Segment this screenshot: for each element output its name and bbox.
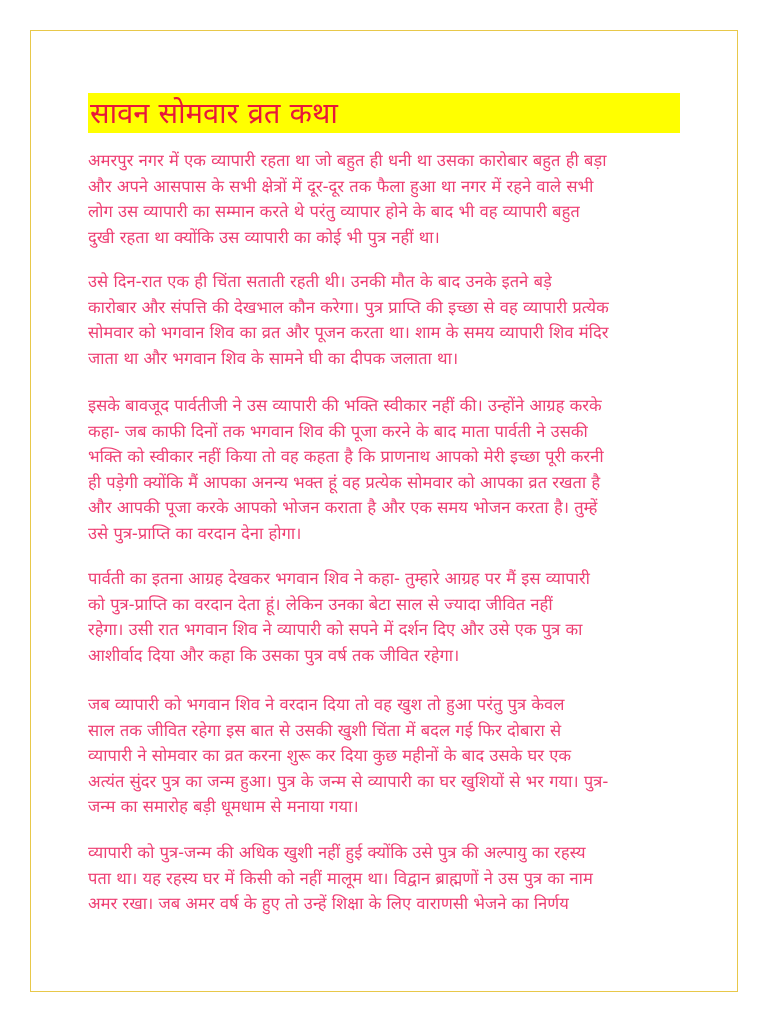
paragraph-2 [88,269,688,371]
text-line: व्यापारी को पुत्र-जन्म की अधिक खुशी नहीं हुई क्योंकि उसे पुत्र की अल्पायु का रहस्य [88,843,586,862]
text-line: जन्म का समारोह बड़ी धूमधाम से मनाया गया। [88,797,359,816]
text-line: आशीर्वाद दिया और कहा कि उसका पुत्र वर्ष तक जीवित रहेगा। [88,645,460,665]
text-line: पता था। यह रहस्य घर में किसी को नहीं मालूम था। विद्वान ब्राह्मणों ने उस पुत्र का नाम [88,868,593,888]
text-line: व्यापारी ने सोमवार का व्रत करना शुरू कर दिया कुछ महीनों के बाद उसके घर एक [88,746,572,765]
text-line: कहा- जब काफी दिनों तक भगवान शिव की पूजा करने के बाद माता पार्वती ने उसकी [88,421,588,441]
text-line: और आपकी पूजा करके आपको भोजन कराता है और एक समय भोजन करता है। तुम्हें [88,498,598,517]
page-title: सावन सोमवार व्रत कथा [90,96,338,130]
text-line: को पुत्र-प्राप्ति का वरदान देता हूं। लेकिन उनका बेटा साल से ज्यादा जीवित नहीं [88,594,553,614]
text-line: साल तक जीवित रहेगा इस बात से उसकी खुशी चिंता में बदल गई फिर दोबारा से [88,720,562,740]
text-line: और अपने आसपास के सभी क्षेत्रों में दूर-दूर तक फैला हुआ था नगर में रहने वाले सभी [88,176,594,196]
text-line: कारोबार और संपत्ति की देखभाल कौन करेगा। पुत्र प्राप्ति की इच्छा से वह व्यापारी प्रत्येक [88,297,609,317]
text-line: रहेगा। उसी रात भगवान शिव ने व्यापारी को सपने में दर्शन दिए और उसे एक पुत्र का [88,620,583,639]
text-line: ही पड़ेगी क्योंकि मैं आपका अनन्य भक्त हूं वह प्रत्येक सोमवार को आपका व्रत रखता है [88,472,601,492]
paragraph-3 [88,393,688,546]
text-line: उसे पुत्र-प्राप्ति का वरदान देना होगा। [88,523,302,543]
text-line: अत्यंत सुंदर पुत्र का जन्म हुआ। पुत्र के जन्म से व्यापारी का घर खुशियों से भर गया। पुत्र- [88,771,609,791]
text-line: लोग उस व्यापारी का सम्मान करते थे परंतु व्यापार होने के बाद भी वह व्यापारी बहुत [88,202,580,221]
text-line: जब व्यापारी को भगवान शिव ने वरदान दिया तो वह खुश तो हुआ परंतु पुत्र केवल [88,695,565,714]
paragraph-4 [88,566,688,668]
text-line: उसे दिन-रात एक ही चिंता सताती रहती थी। उनकी मौत के बाद उनके इतने बड़े [88,272,552,291]
text-line: भक्ति को स्वीकार नहीं किया तो वह कहता है कि प्राणनाथ आपको मेरी इच्छा पूरी करनी [88,447,604,466]
paragraph-1 [88,148,688,250]
paragraph-6 [88,840,688,917]
text-line: इसके बावजूद पार्वतीजी ने उस व्यापारी की भक्ति स्वीकार नहीं की। उन्होंने आग्रह करके [88,396,602,415]
text-line: जाता था और भगवान शिव के सामने घी का दीपक जलाता था। [88,348,459,368]
text-line: दुखी रहता था क्योंकि उस व्यापारी का कोई भी पुत्र नहीं था। [88,227,440,247]
text-line: पार्वती का इतना आग्रह देखकर भगवान शिव ने कहा- तुम्हारे आग्रह पर मैं इस व्यापारी [88,569,590,588]
title-bar [88,93,680,133]
paragraph-5 [88,692,688,820]
text-line: अमरपुर नगर में एक व्यापारी रहता था जो बहुत ही धनी था उसका कारोबार बहुत ही बड़ा [88,151,607,170]
text-line: अमर रखा। जब अमर वर्ष के हुए तो उन्हें शिक्षा के लिए वाराणसी भेजने का निर्णय [88,894,569,913]
text-line: सोमवार को भगवान शिव का व्रत और पूजन करता था। शाम के समय व्यापारी शिव मंदिर [88,323,609,342]
